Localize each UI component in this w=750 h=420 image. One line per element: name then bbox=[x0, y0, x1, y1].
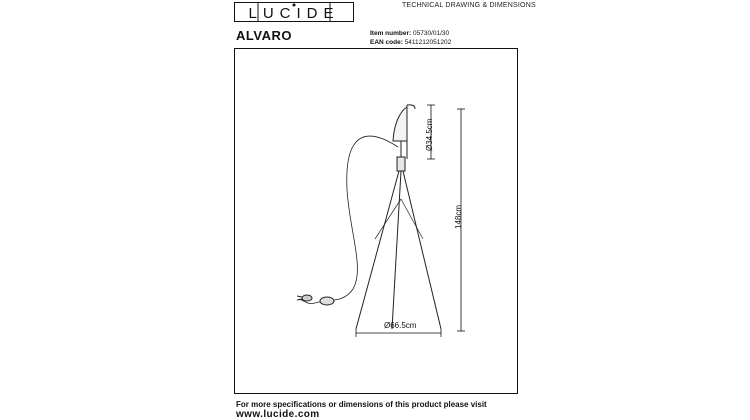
shade-diameter-label: Ø34.5cm bbox=[425, 118, 434, 151]
product-meta bbox=[370, 30, 451, 47]
tripod-leg-middle bbox=[392, 171, 401, 329]
footer-url[interactable]: www.lucide.com bbox=[236, 409, 320, 420]
tripod-leg-left bbox=[356, 171, 399, 329]
item-number-value: 05730/01/30 bbox=[412, 30, 450, 37]
header-caption: TECHNICAL DRAWING & DIMENSIONS bbox=[402, 2, 536, 9]
tripod-leg-right bbox=[403, 171, 441, 329]
product-name: ALVARO bbox=[236, 28, 292, 43]
height-label: 148cm bbox=[454, 204, 463, 229]
lamp-joint bbox=[397, 157, 405, 171]
lamp-drawing bbox=[235, 49, 519, 395]
base-diameter-label: Ø66.5cm bbox=[384, 321, 417, 330]
ean-value: 5411212051202 bbox=[404, 38, 452, 46]
ean-row bbox=[370, 39, 451, 48]
lamp-shade bbox=[393, 107, 407, 141]
footer-note: For more specifications or dimensions of this product please visit bbox=[236, 400, 487, 409]
item-number-label: Item number: bbox=[370, 30, 412, 37]
brand-wordmark: LUCIDE bbox=[248, 5, 340, 22]
lucide-logo bbox=[234, 2, 354, 22]
ean-label: EAN code: bbox=[370, 38, 403, 46]
cable-plug bbox=[302, 295, 312, 301]
technical-drawing bbox=[234, 48, 518, 394]
item-number-row bbox=[370, 30, 451, 39]
cable-switch bbox=[320, 297, 334, 305]
